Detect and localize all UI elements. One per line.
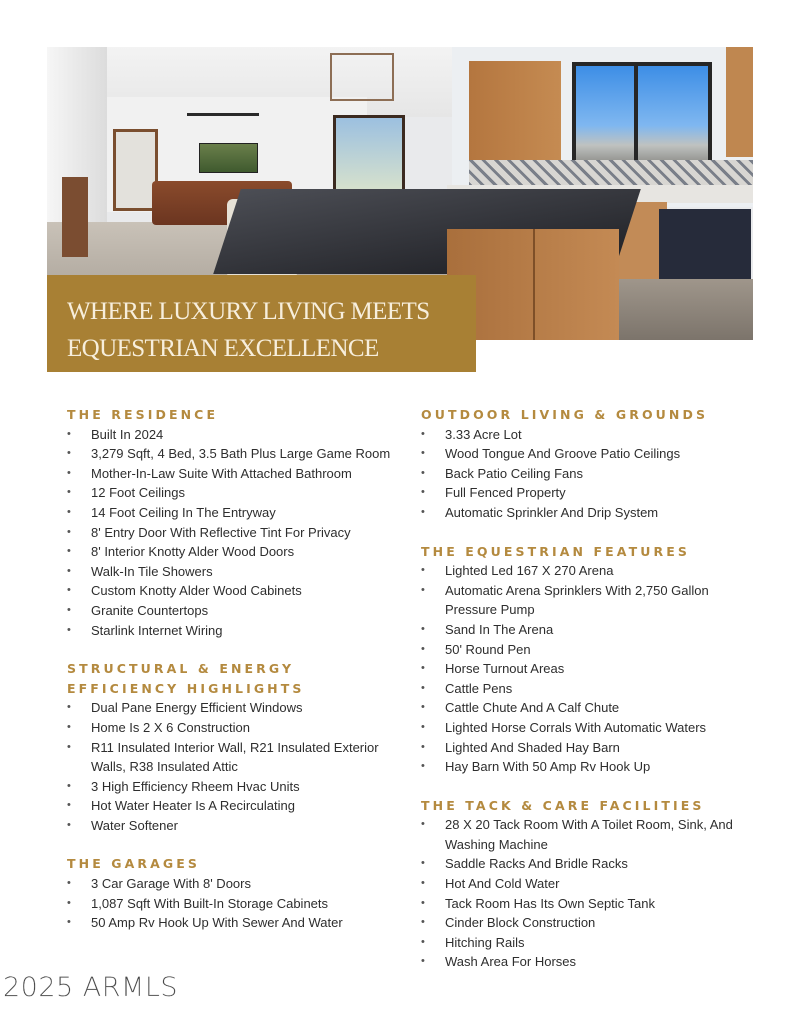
bullet-icon: • (67, 525, 71, 538)
list-item-text: 1,087 Sqft With Built-In Storage Cabinets (91, 895, 329, 911)
headline-banner (47, 275, 476, 372)
list-item-text: Starlink Internet Wiring (91, 622, 223, 638)
list-item (421, 698, 761, 718)
section-tack (421, 796, 761, 972)
list-item-text: 8' Entry Door With Reflective Tint For Privacy (91, 524, 351, 540)
patio-slider-door (333, 115, 405, 195)
list-item-text: Horse Turnout Areas (445, 661, 565, 677)
left-column (67, 405, 407, 952)
bullet-icon: • (421, 857, 425, 870)
list-item (67, 523, 407, 543)
list-item (67, 601, 407, 621)
list-item (67, 796, 407, 816)
bullet-icon: • (421, 818, 425, 831)
tall-cabinet (726, 47, 753, 157)
list-item-text: Hot Water Heater Is A Recirculating (91, 798, 295, 814)
list-item-text: Full Fenced Property (445, 485, 566, 501)
headline-line-2: EQUESTRIAN EXCELLENCE (67, 335, 379, 362)
bullet-icon: • (421, 916, 425, 929)
feature-list (421, 561, 761, 777)
bullet-icon: • (67, 545, 71, 558)
list-item (67, 894, 407, 914)
list-item (421, 854, 761, 874)
list-item (67, 581, 407, 601)
list-item-text: 3 High Efficiency Rheem Hvac Units (91, 778, 300, 794)
bullet-icon: • (421, 622, 425, 635)
section-garages (67, 854, 407, 932)
section-title: THE TACK & CARE FACILITIES (421, 797, 705, 813)
bullet-icon: • (421, 720, 425, 733)
list-item (421, 894, 761, 914)
list-item (67, 444, 407, 464)
list-item-text: Hay Barn With 50 Amp Rv Hook Up (445, 759, 651, 775)
feature-list (67, 698, 407, 835)
list-item (421, 952, 761, 972)
section-title-line-1: STRUCTURAL & ENERGY (67, 661, 295, 677)
pendant-light-icon (330, 53, 394, 101)
list-item (67, 777, 407, 797)
list-item-text: Cattle Chute And A Calf Chute (445, 700, 620, 716)
bullet-icon: • (421, 486, 425, 499)
bullet-icon: • (421, 760, 425, 773)
bullet-icon: • (421, 740, 425, 753)
list-item (421, 815, 761, 854)
list-item (421, 581, 761, 620)
bullet-icon: • (67, 818, 71, 831)
bullet-icon: • (421, 955, 425, 968)
list-item (421, 718, 761, 738)
list-item-text: Sand In The Arena (445, 621, 554, 637)
list-item (421, 874, 761, 894)
list-item (67, 503, 407, 523)
list-item (421, 620, 761, 640)
list-item (67, 698, 407, 718)
list-item (421, 503, 761, 523)
feature-list (421, 815, 761, 972)
bullet-icon: • (67, 877, 71, 890)
bullet-icon: • (67, 779, 71, 792)
list-item-text: Automatic Arena Sprinklers With 2,750 Gallon Pressure Pump (445, 582, 709, 618)
list-item (67, 562, 407, 582)
list-item-text: Built In 2024 (91, 426, 164, 442)
list-item (421, 659, 761, 679)
ceiling-fan-icon (187, 113, 259, 116)
wall-tv (199, 143, 258, 173)
list-item (67, 738, 407, 777)
list-item (421, 425, 761, 445)
list-item (421, 464, 761, 484)
list-item-text: Tack Room Has Its Own Septic Tank (445, 895, 656, 911)
list-item-text: Saddle Racks And Bridle Racks (445, 856, 628, 872)
bullet-icon: • (67, 740, 71, 753)
list-item-text: Mother-In-Law Suite With Attached Bathroom (91, 465, 352, 481)
section-equestrian (421, 542, 761, 777)
list-item-text: Dual Pane Energy Efficient Windows (91, 700, 303, 716)
list-item (67, 483, 407, 503)
list-item (67, 913, 407, 933)
headline-line-1: WHERE LUXURY LIVING MEETS (67, 298, 430, 325)
list-item-text: Water Softener (91, 817, 178, 833)
bullet-icon: • (67, 466, 71, 479)
list-item (421, 483, 761, 503)
list-item-text: 14 Foot Ceiling In The Entryway (91, 504, 276, 520)
list-item (67, 621, 407, 641)
list-item-text: Granite Countertops (91, 602, 209, 618)
bullet-icon: • (67, 720, 71, 733)
bullet-icon: • (67, 916, 71, 929)
feature-list (421, 425, 761, 523)
list-item-text: 12 Foot Ceilings (91, 485, 185, 501)
list-item (421, 738, 761, 758)
bullet-icon: • (67, 505, 71, 518)
feature-list (67, 425, 407, 641)
section-title-line-2: EFFICIENCY HIGHLIGHTS (67, 680, 305, 696)
bullet-icon: • (421, 935, 425, 948)
list-item-text: Lighted Horse Corrals With Automatic Waters (445, 719, 707, 735)
bullet-icon: • (421, 681, 425, 694)
bullet-icon: • (67, 564, 71, 577)
bullet-icon: • (421, 896, 425, 909)
list-item-text: Lighted And Shaded Hay Barn (445, 739, 620, 755)
tile-backsplash (469, 160, 753, 186)
list-item-text: 8' Interior Knotty Alder Wood Doors (91, 544, 295, 560)
bullet-icon: • (67, 603, 71, 616)
bullet-icon: • (421, 583, 425, 596)
kitchen-window (572, 62, 712, 169)
list-item (67, 718, 407, 738)
list-item (67, 542, 407, 562)
bookshelf (62, 177, 88, 257)
bullet-icon: • (421, 466, 425, 479)
bullet-icon: • (67, 701, 71, 714)
bullet-icon: • (421, 505, 425, 518)
list-item (421, 933, 761, 953)
list-item-text: Back Patio Ceiling Fans (445, 465, 584, 481)
list-item-text: Custom Knotty Alder Wood Cabinets (91, 583, 302, 599)
bullet-icon: • (421, 877, 425, 890)
list-item-text: Home Is 2 X 6 Construction (91, 719, 250, 735)
list-item-text: Cinder Block Construction (445, 915, 596, 931)
section-title: THE EQUESTRIAN FEATURES (421, 543, 690, 559)
list-item-text: Lighted Led 167 X 270 Arena (445, 563, 614, 579)
section-title: OUTDOOR LIVING & GROUNDS (421, 407, 709, 422)
list-item (421, 679, 761, 699)
bullet-icon: • (67, 486, 71, 499)
list-item (67, 874, 407, 894)
list-item (67, 464, 407, 484)
list-item (421, 561, 761, 581)
list-item-text: Automatic Sprinkler And Drip System (445, 504, 659, 520)
bullet-icon: • (67, 896, 71, 909)
list-item-text: Cattle Pens (445, 680, 513, 696)
list-item-text: R11 Insulated Interior Wall, R21 Insulated Exterior Walls, R38 Insulated Attic (91, 739, 379, 775)
bullet-icon: • (421, 564, 425, 577)
list-item-text: 3.33 Acre Lot (445, 426, 522, 442)
list-item-text: 50 Amp Rv Hook Up With Sewer And Water (91, 915, 343, 931)
list-item-text: Hitching Rails (445, 934, 525, 950)
bullet-icon: • (421, 662, 425, 675)
bullet-icon: • (67, 584, 71, 597)
list-item-text: 3 Car Garage With 8' Doors (91, 876, 251, 892)
list-item (421, 757, 761, 777)
bullet-icon: • (421, 642, 425, 655)
armls-watermark: 2025 ARMLS (3, 972, 179, 1003)
list-item (67, 816, 407, 836)
section-title: THE GARAGES (67, 856, 201, 872)
list-item (421, 444, 761, 464)
right-column (421, 405, 761, 991)
list-item-text: 28 X 20 Tack Room With A Toilet Room, Sink, And Washing Machine (445, 817, 733, 852)
bullet-icon: • (67, 799, 71, 812)
upper-cabinets (469, 61, 561, 161)
feature-list (67, 874, 407, 933)
section-title: THE RESIDENCE (67, 407, 219, 422)
bullet-icon: • (67, 427, 71, 440)
list-item (421, 913, 761, 933)
list-item-text: 50' Round Pen (445, 641, 531, 657)
bullet-icon: • (67, 623, 71, 636)
section-residence (67, 405, 407, 640)
bullet-icon: • (421, 701, 425, 714)
bullet-icon: • (421, 427, 425, 440)
list-item-text: Walk-In Tile Showers (91, 563, 213, 579)
section-structural (67, 659, 407, 835)
list-item-text: Wash Area For Horses (445, 954, 577, 970)
list-item-text: Wood Tongue And Groove Patio Ceilings (445, 446, 681, 462)
list-item (421, 640, 761, 660)
list-item-text: Hot And Cold Water (445, 876, 560, 892)
bullet-icon: • (421, 447, 425, 460)
bullet-icon: • (67, 447, 71, 460)
section-outdoor (421, 405, 761, 523)
list-item (67, 425, 407, 445)
list-item-text: 3,279 Sqft, 4 Bed, 3.5 Bath Plus Large Game Room (91, 446, 391, 462)
